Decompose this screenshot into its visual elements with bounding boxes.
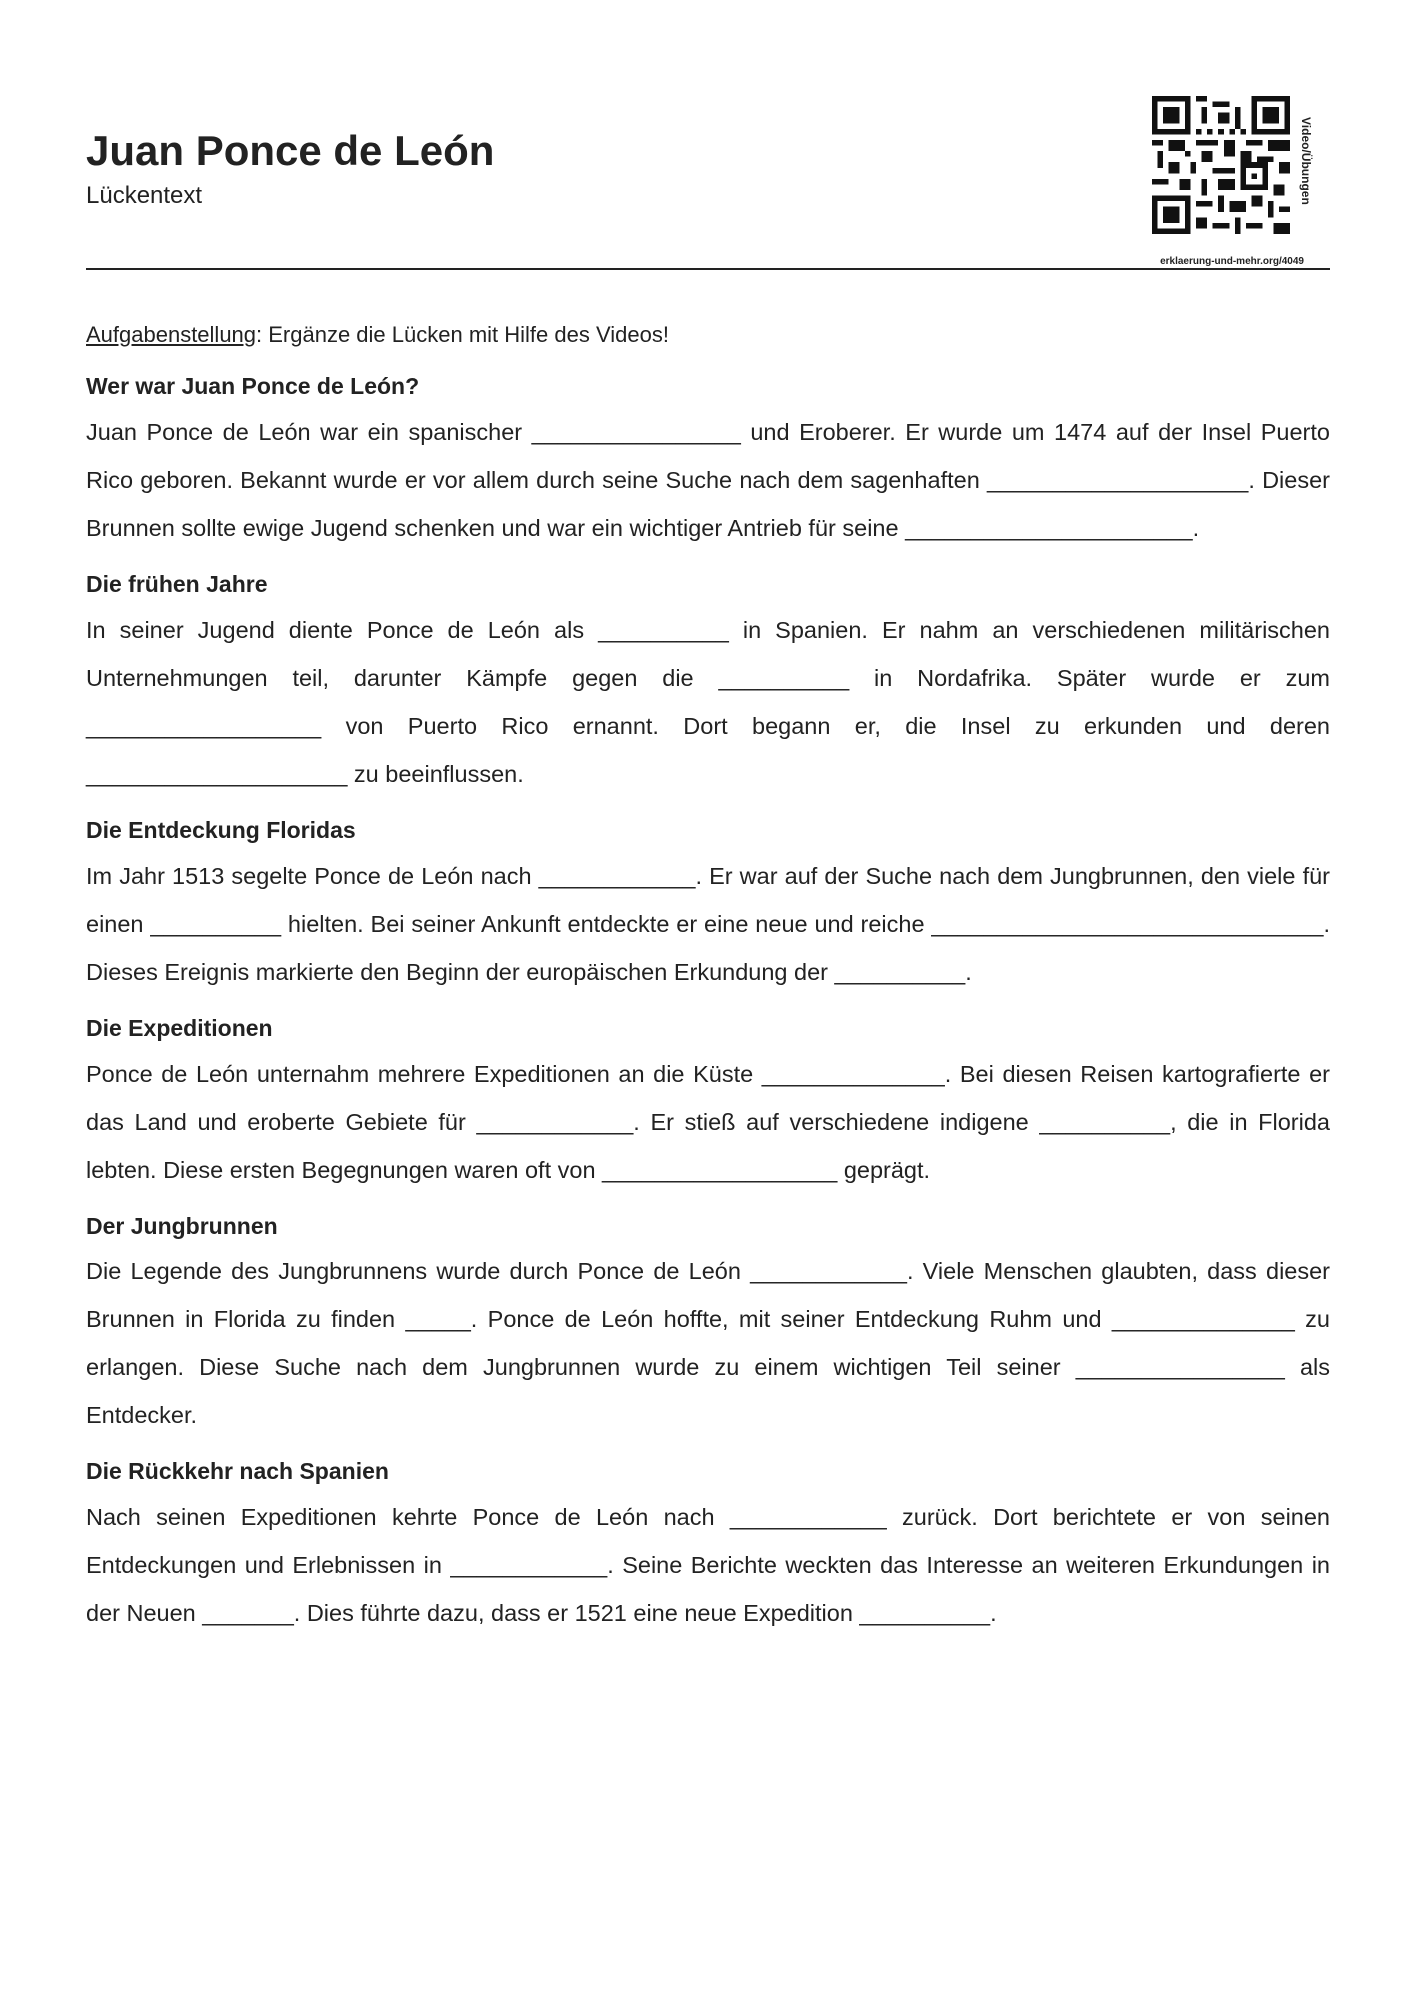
task-text: : Ergänze die Lücken mit Hilfe des Videos! (256, 322, 669, 347)
section-heading: Die Rückkehr nach Spanien (86, 1458, 389, 1485)
section-text: Im Jahr 1513 segelte Ponce de León nach ____________. Er war auf der Suche nach dem Jungbrunnen, den viele für einen __________ hielten. Bei seiner Ankunft entdeckte er eine neue und reiche ______________________________. Dieses Ereignis markierte den Beginn der europäischen Erkundung der __________. (86, 862, 1330, 985)
section-text: Ponce de León unternahm mehrere Expeditionen an die Küste ______________. Bei diesen Reisen kartografierte er das Land und eroberte Gebiete für ____________. Er stieß auf verschiedene indigene __________, die in Florida lebten. Diese ersten Begegnungen waren oft von __________________ geprägt. (86, 1060, 1330, 1183)
worksheet-page (86, 0, 1330, 2000)
section-heading: Die Expeditionen (86, 1014, 273, 1041)
page-subtitle: Lückentext (86, 182, 203, 209)
section-entdeckung-floridas (86, 816, 1330, 996)
video-uebungen-label: Video/Übungen (1299, 117, 1313, 205)
section-jungbrunnen (86, 1212, 1330, 1440)
section-heading: Wer war Juan Ponce de León? (86, 373, 420, 399)
section-heading: Die frühen Jahre (86, 570, 268, 597)
section-text: Nach seinen Expeditionen kehrte Ponce de León nach ____________ zurück. Dort berichtete er von seinen Entdeckungen und Erlebnissen in ____________. Seine Berichte weckten das Interesse an weiteren Erkundungen in der Neuen _______. Dies führte dazu, dass er 1521 eine neue Expedition __________. (86, 1504, 1330, 1627)
gap-text-content (86, 372, 1330, 1655)
qr-code-icon (1152, 96, 1290, 234)
section-rueckkehr (86, 1457, 1330, 1637)
section-expeditionen (86, 1014, 1330, 1194)
source-url[interactable]: erklaerung-und-mehr.org/4049 (1160, 256, 1304, 267)
task-instruction (86, 322, 669, 348)
section-wer-war (86, 372, 1330, 552)
section-text: Die Legende des Jungbrunnens wurde durch Ponce de León ____________. Viele Menschen glaubten, dass dieser Brunnen in Florida zu finden _____. Ponce de León hoffte, mit seiner Entdeckung Ruhm und ______________ zu erlangen. Diese Suche nach dem Jungbrunnen wurde zu einem wichtigen Teil seiner ________________ als Entdecker. (86, 1258, 1330, 1429)
section-text: Juan Ponce de León war ein spanischer ________________ und Eroberer. Er wurde um 1474 auf der Insel Puerto Rico geboren. Bekannt wurde er vor allem durch seine Suche nach dem sagenhaften ____________________. Dieser Brunnen sollte ewige Jugend schenken und war ein wichtiger Antrieb für seine ______________________. (86, 418, 1330, 541)
section-text: In seiner Jugend diente Ponce de León als __________ in Spanien. Er nahm an verschiedenen militärischen Unternehmungen teil, darunter Kämpfe gegen die __________ in Nordafrika. Später wurde er zum __________________ von Puerto Rico ernannt. Dort begann er, die Insel zu erkunden und deren ____________________ zu beeinflussen. (86, 616, 1330, 787)
header-divider (86, 268, 1330, 270)
section-heading: Der Jungbrunnen (86, 1212, 278, 1239)
page-title: Juan Ponce de León (86, 127, 495, 174)
task-label: Aufgabenstellung (86, 322, 257, 347)
section-fruehe-jahre (86, 570, 1330, 798)
section-heading: Die Entdeckung Floridas (86, 816, 356, 843)
